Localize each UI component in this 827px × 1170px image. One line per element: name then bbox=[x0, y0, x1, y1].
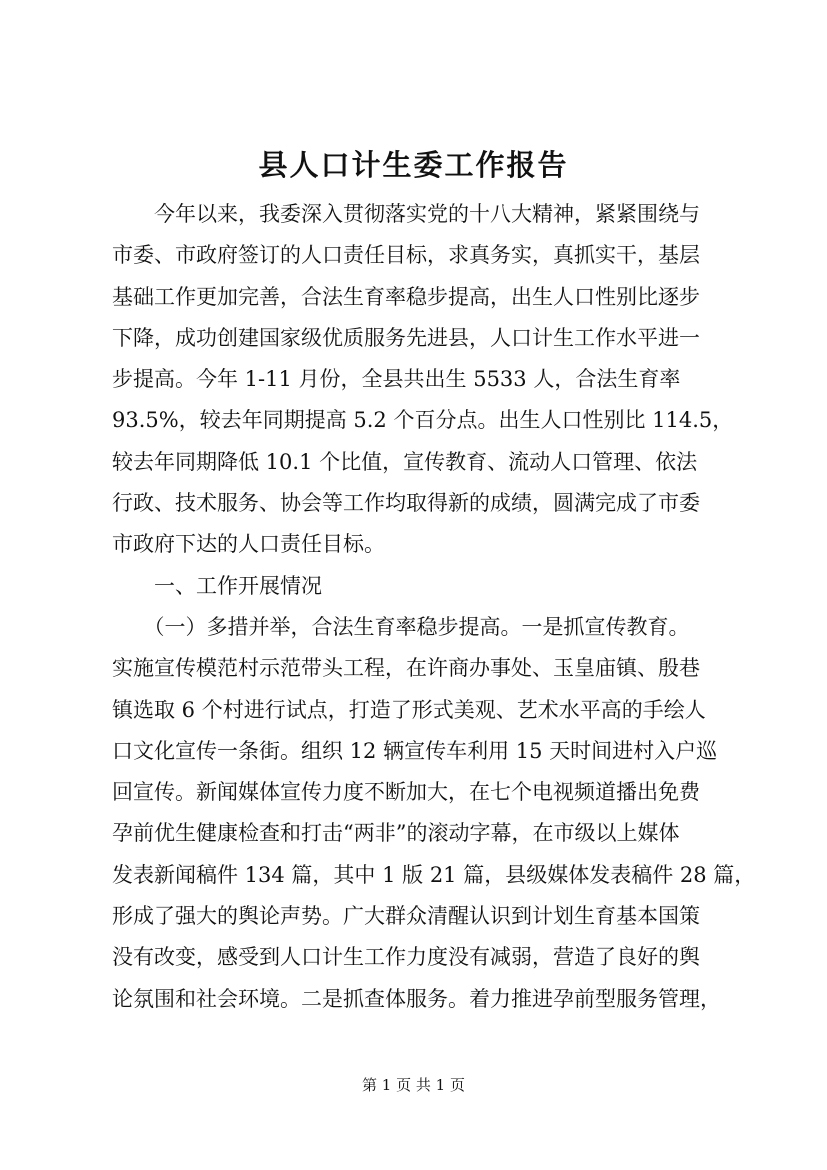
section-heading: 一、工作开展情况 bbox=[112, 573, 322, 598]
body-line: 论氛围和社会环境。二是抓查体服务。着力推进孕前型服务管理， bbox=[112, 986, 721, 1011]
body-line: 口文化宣传一条街。组织 12 辆宣传车利用 15 天时间进村入户巡 bbox=[112, 738, 718, 763]
body-line: 镇选取 6 个村进行试点，打造了形式美观、艺术水平高的手绘人 bbox=[112, 697, 706, 722]
document-body bbox=[112, 194, 756, 1020]
body-line: 较去年同期降低 10.1 个比值，宣传教育、流动人口管理、依法 bbox=[112, 449, 698, 474]
body-line: 形成了强大的舆论声势。广大群众清醒认识到计划生育基本国策 bbox=[112, 904, 700, 929]
body-line: 93.5%，较去年同期提高 5.2 个百分点。出生人口性别比 114.5， bbox=[112, 408, 734, 433]
body-line: 步提高。今年 1-11 月份，全县共出生 5533 人，合法生育率 bbox=[112, 367, 681, 392]
body-line: 今年以来，我委深入贯彻落实党的十八大精神，紧紧围绕与 bbox=[112, 202, 700, 226]
body-line: 没有改变，感受到人口计生工作力度没有减弱，营造了良好的舆 bbox=[112, 945, 700, 970]
body-line: 孕前优生健康检查和打击“两非”的滚动字幕，在市级以上媒体 bbox=[112, 821, 680, 846]
document-title: 县人口计生委工作报告 bbox=[258, 148, 569, 182]
body-line: 市委、市政府签订的人口责任目标，求真务实，真抓实干，基层 bbox=[112, 243, 700, 268]
body-line: 基础工作更加完善，合法生育率稳步提高，出生人口性别比逐步 bbox=[112, 284, 700, 309]
body-line: （一）多措并举，合法生育率稳步提高。一是抓宣传教育。 bbox=[112, 614, 690, 639]
page-footer: 第 1 页 共 1 页 bbox=[362, 1076, 465, 1094]
body-line: 下降，成功创建国家级优质服务先进县，人口计生工作水平进一 bbox=[112, 325, 700, 350]
body-line: 发表新闻稿件 134 篇，其中 1 版 21 篇，县级媒体发表稿件 28 篇， bbox=[112, 862, 756, 887]
body-line: 市政府下达的人口责任目标。 bbox=[112, 532, 385, 557]
body-line: 实施宣传模范村示范带头工程，在许商办事处、玉皇庙镇、殷巷 bbox=[112, 656, 700, 681]
body-line: 回宣传。新闻媒体宣传力度不断加大，在七个电视频道播出免费 bbox=[112, 780, 700, 805]
body-line: 行政、技术服务、协会等工作均取得新的成绩，圆满完成了市委 bbox=[112, 491, 700, 516]
